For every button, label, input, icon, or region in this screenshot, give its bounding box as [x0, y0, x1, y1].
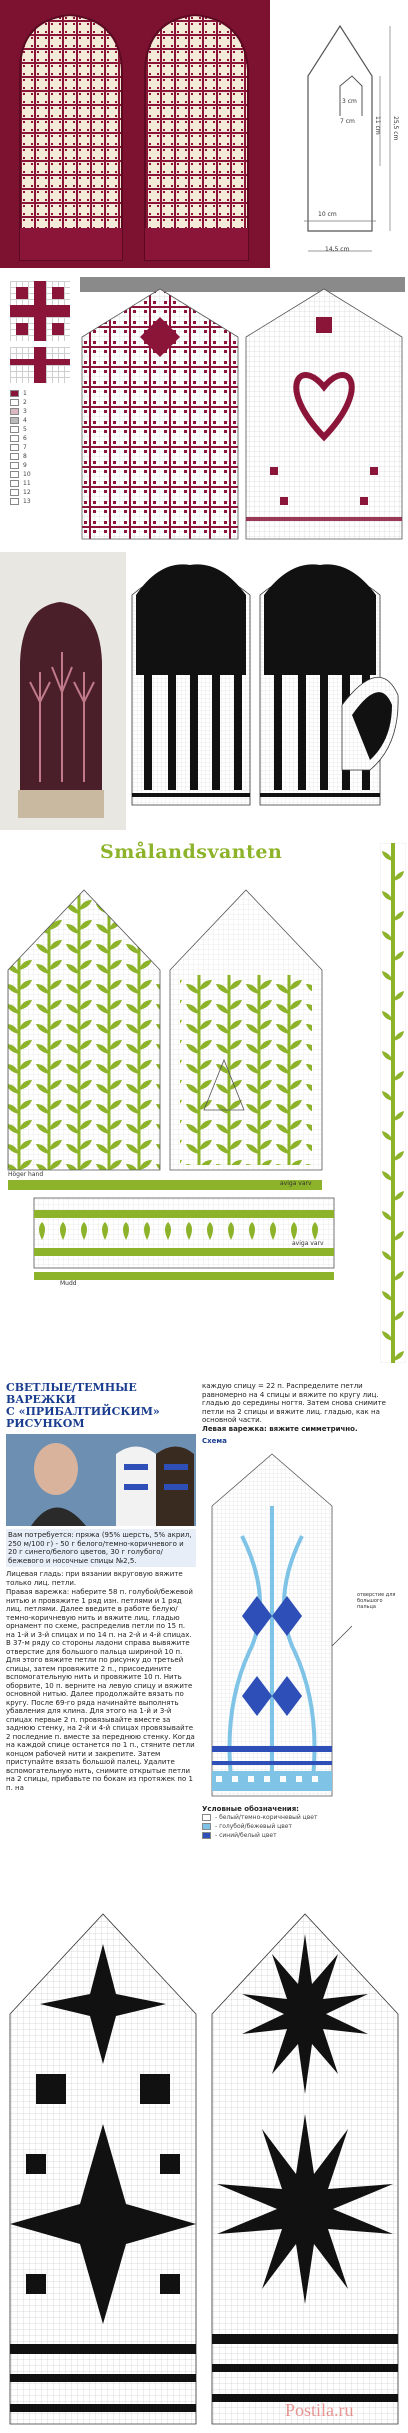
- para-right-mitten: Правая варежка: наберите 58 п. голубой/бежевой нитью и провяжите 1 ряд изн. петлями и 1 ряд лиц. петлями. Далее введите в работе белую/темно-коричневую нить и вяжите лиц. гладью орнамент по схеме, распределив петли по 15 п. на 1-й и 3-й спицах и по 14 п. на 2-й и 4-й спицах. В 37-м ряду со стороны ладони справа вывяжите отверстие для большого пальца шириной 10 п. Для этого вяжите петли по рисунку до третьей спицы, затем провяжите 2 п., присоедините вспомогательную нить и провяжите 10 п. Нить оборвите, 10 п. верните на левую спицу и вяжите основной нитью. Далее продолжайте вязать по кругу. После 69-го ряда начинайте выполнять убавления для клина. Для этого на 1-й и 3-й спицах первые 2 п. провязывайте вместе за заднюю стенку, на 2-й и 4-й спицах провязывайте 2 последние п. вместе за переднюю стенку. Когда на каждой спице останется по 1 п., стяните петли концом рабочей нити и закрепите. Затем приступайте вязать большой палец. Удалите вспомогательную нить, снимите открытые петли на 2 спицы, прибавьте по бокам из протяжек по 1 п. на: [6, 1588, 195, 1792]
- para-stitch: Лицевая гладь: при вязании вкруговую вяжите только лиц. петли.: [6, 1570, 183, 1587]
- motif-small-chart: [10, 347, 70, 383]
- legend-white: - белый/темно-коричневый цвет: [215, 1814, 318, 1821]
- mitten-outline-diagram: [280, 6, 408, 261]
- legend-title: Условные обозначения:: [202, 1804, 299, 1813]
- thumb-hole-note: отверстие для большого пальца: [357, 1592, 396, 1610]
- red-mitten-chart: [80, 277, 405, 542]
- para-left-mitten: Левая варежка: вяжите симметрично.: [202, 1424, 358, 1433]
- mittens-photo: [0, 0, 270, 268]
- label-right-hand: Höger hand: [8, 1171, 44, 1178]
- star-mitten-chart-left: [6, 1904, 201, 2429]
- green-vine-strip: [380, 843, 406, 1363]
- dim-thumb-w: 3 cm: [342, 98, 357, 105]
- section-green-chart: [0, 835, 408, 1370]
- legend-light-blue: - голубой/бежевый цвет: [215, 1823, 292, 1830]
- chart-legend: 1 2 3 4 5 6 7 8 9 10 11 12 13: [10, 389, 70, 506]
- label-purl-rows-1: aviga varv: [280, 1180, 312, 1187]
- motif-square-chart: [10, 281, 70, 341]
- tree-mitten-photo: [0, 552, 126, 830]
- dim-width-bottom: 14,5 cm: [325, 246, 350, 253]
- dim-thumb-h: 7 cm: [340, 118, 355, 125]
- article-photo: [6, 1434, 196, 1526]
- dim-width: 10 cm: [318, 211, 337, 218]
- article-right-column: [202, 1382, 402, 1840]
- section-red-chart: [0, 275, 408, 545]
- para-thumb: каждую спицу = 22 п. Распределите петли равномерно на 4 спицы и вяжите по кругу лиц. гладью до середины ногтя. Затем снова снимите петли на 2 спицы и вяжите лиц. гладью, как на основной части.: [202, 1382, 386, 1424]
- section-article: [0, 1378, 408, 1893]
- section-tree-chart: [0, 552, 408, 830]
- star-mitten-chart-right: [208, 1904, 403, 2429]
- watermark-text: Postila.ru: [285, 2400, 354, 2420]
- tree-mitten-chart: [130, 555, 405, 827]
- label-purl-rows-2: aviga varv: [292, 1240, 324, 1247]
- scheme-label: Схема: [202, 1437, 227, 1445]
- chart-title: Smålandsvanten: [100, 841, 283, 863]
- section-star-charts: [0, 1900, 408, 2433]
- article-left-column: [6, 1382, 196, 1792]
- label-cuff: Mudd: [60, 1280, 77, 1287]
- needs-block: Вам потребуется: пряжа (95% шерсть, 5% акрил, 250 м/100 г) - 50 г белого/темно-коричневого и 20 г синего/белого цветов, 30 г голубого/бежевого и носочные спицы №2,5.: [6, 1529, 196, 1567]
- legend-blue: - синий/белый цвет: [215, 1832, 277, 1839]
- photo-mittens-illustration: [0, 0, 270, 268]
- blue-mitten-chart: [202, 1446, 402, 1801]
- article-heading: СВЕТЛЫЕ/ТЕМНЫЕ ВАРЕЖКИ С «ПРИБАЛТИЙСКИМ» РИСУНКОМ: [6, 1381, 160, 1430]
- dim-length: 25,5 cm: [392, 116, 399, 141]
- dim-hand: 11 cm: [374, 116, 381, 135]
- section-photo-outline: [0, 0, 408, 268]
